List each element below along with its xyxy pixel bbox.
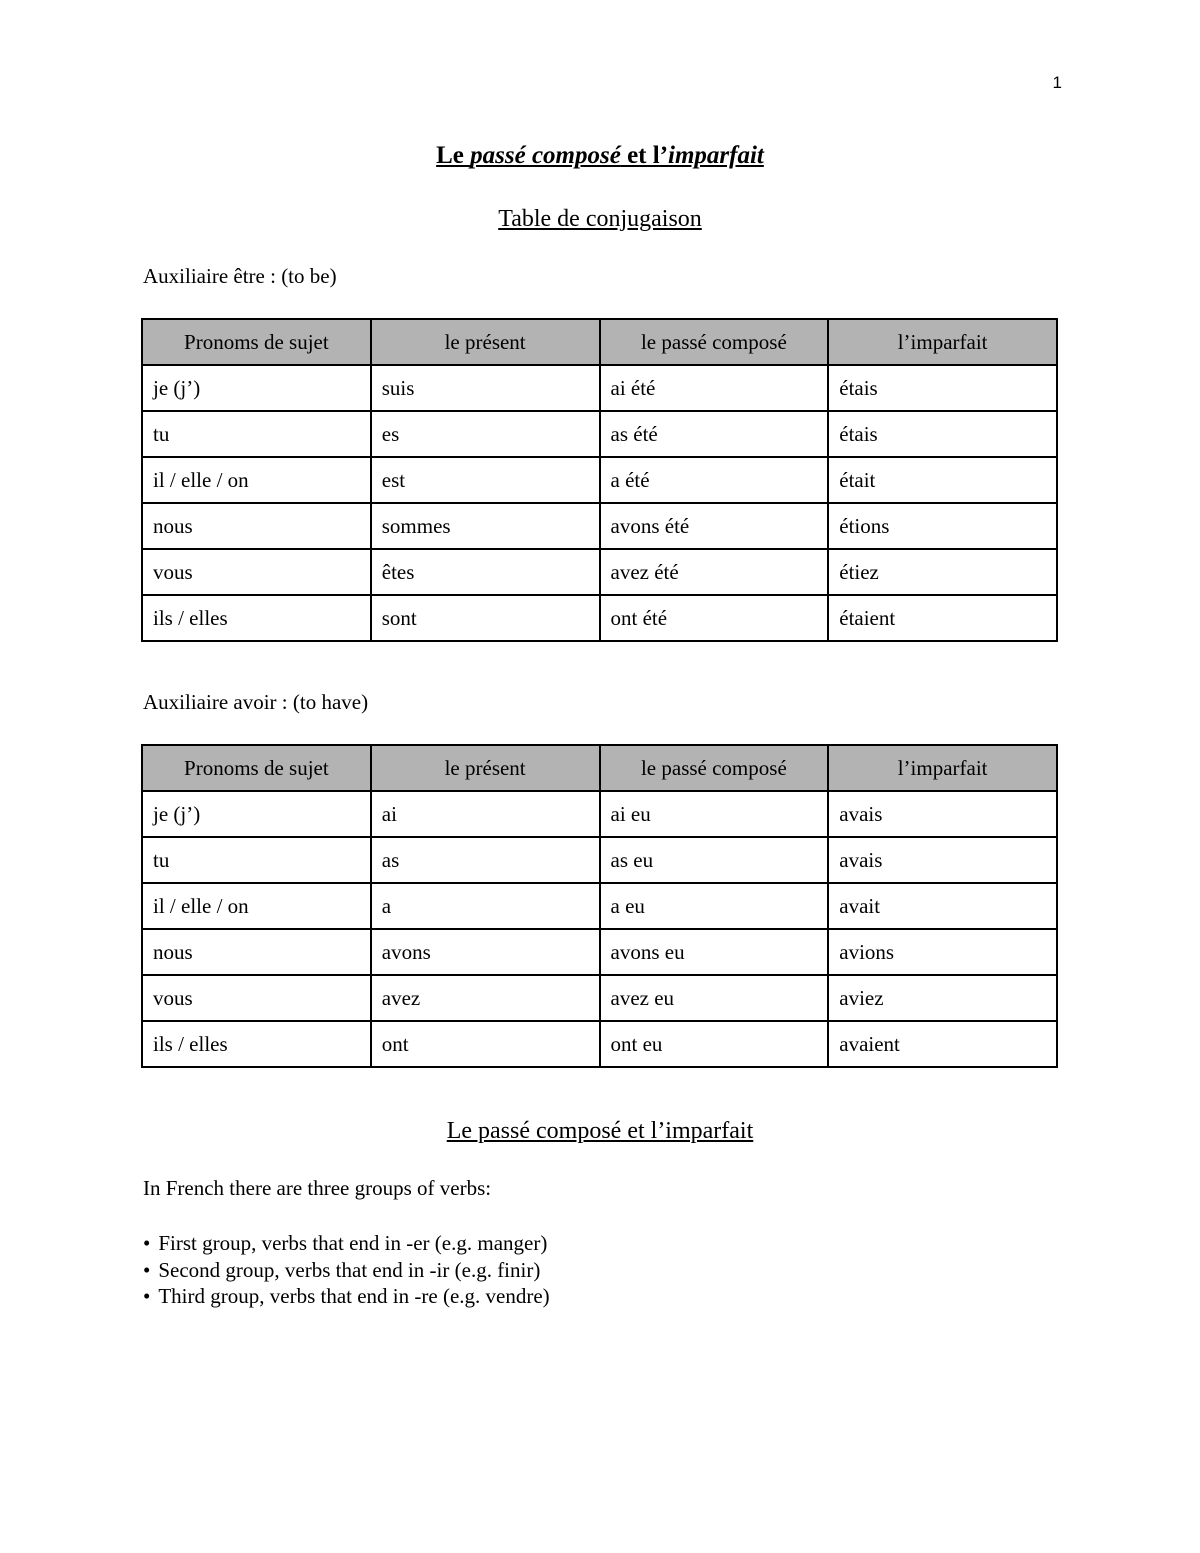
page-number: 1	[1052, 73, 1062, 92]
table-cell: étais	[828, 365, 1057, 411]
avoir-label: Auxiliaire avoir : (to have)	[143, 690, 369, 714]
table-cell: je (j’)	[142, 791, 371, 837]
table-cell: avais	[828, 837, 1057, 883]
table-cell: avons eu	[600, 929, 829, 975]
table-row	[142, 549, 1057, 595]
intro-text: In French there are three groups of verbs:	[143, 1176, 492, 1200]
table-cell: avons été	[600, 503, 829, 549]
table-cell: es	[371, 411, 600, 457]
table-cell: ai eu	[600, 791, 829, 837]
table-cell: suis	[371, 365, 600, 411]
list-item: • First group, verbs that end in -er (e.g. manger)	[143, 1230, 550, 1257]
table-cell: ai été	[600, 365, 829, 411]
table-cell: nous	[142, 929, 371, 975]
document-title	[0, 142, 1200, 170]
table-cell: étiez	[828, 549, 1057, 595]
header-cell: Pronoms de sujet	[142, 319, 371, 365]
table-cell: tu	[142, 837, 371, 883]
table-cell: avait	[828, 883, 1057, 929]
table-cell: avions	[828, 929, 1057, 975]
title-part-passe-compose: passé composé	[470, 142, 621, 169]
table-cell: aviez	[828, 975, 1057, 1021]
table-cell: tu	[142, 411, 371, 457]
header-cell: l’imparfait	[828, 745, 1057, 791]
table-header-row	[142, 319, 1057, 365]
table-cell: vous	[142, 549, 371, 595]
table-cell: sommes	[371, 503, 600, 549]
table-cell: il / elle / on	[142, 883, 371, 929]
etre-conjugation-table	[141, 318, 1058, 642]
table-cell: as eu	[600, 837, 829, 883]
table-cell: nous	[142, 503, 371, 549]
list-item: • Third group, verbs that end in -re (e.g. vendre)	[143, 1283, 550, 1310]
table-row	[142, 975, 1057, 1021]
table-cell: avaient	[828, 1021, 1057, 1067]
table-cell: as	[371, 837, 600, 883]
list-item: • Second group, verbs that end in -ir (e.g. finir)	[143, 1257, 550, 1284]
table-cell: a eu	[600, 883, 829, 929]
table-row	[142, 837, 1057, 883]
table-row	[142, 457, 1057, 503]
avoir-conjugation-table	[141, 744, 1058, 1068]
header-cell: le passé composé	[600, 319, 829, 365]
table-cell: avais	[828, 791, 1057, 837]
table-row	[142, 883, 1057, 929]
table-cell: avez été	[600, 549, 829, 595]
table-cell: ont eu	[600, 1021, 829, 1067]
document-subtitle: Table de conjugaison	[498, 206, 702, 232]
header-cell: Pronoms de sujet	[142, 745, 371, 791]
table-row	[142, 411, 1057, 457]
table-cell: étais	[828, 411, 1057, 457]
table-row	[142, 929, 1057, 975]
table-cell: je (j’)	[142, 365, 371, 411]
title-part-le: Le	[436, 142, 471, 169]
section-title: Le passé composé et l’imparfait	[446, 1118, 754, 1144]
table-cell: a été	[600, 457, 829, 503]
table-cell: avons	[371, 929, 600, 975]
table-cell: étions	[828, 503, 1057, 549]
header-cell: le présent	[371, 319, 600, 365]
table-cell: as été	[600, 411, 829, 457]
header-cell: le présent	[371, 745, 600, 791]
table-row	[142, 365, 1057, 411]
table-cell: ai	[371, 791, 600, 837]
table-row	[142, 1021, 1057, 1067]
table-cell: vous	[142, 975, 371, 1021]
table-cell: sont	[371, 595, 600, 641]
header-cell: l’imparfait	[828, 319, 1057, 365]
table-row	[142, 595, 1057, 641]
table-cell: est	[371, 457, 600, 503]
table-cell: étaient	[828, 595, 1057, 641]
table-row	[142, 503, 1057, 549]
table-cell: ils / elles	[142, 1021, 371, 1067]
table-cell: était	[828, 457, 1057, 503]
table-cell: ont été	[600, 595, 829, 641]
table-cell: a	[371, 883, 600, 929]
title-part-et: et l’	[620, 142, 669, 169]
title-part-imparfait: imparfait	[668, 142, 764, 169]
table-cell: ils / elles	[142, 595, 371, 641]
verb-group-list	[143, 1230, 550, 1310]
table-header-row	[142, 745, 1057, 791]
table-cell: êtes	[371, 549, 600, 595]
table-cell: avez eu	[600, 975, 829, 1021]
header-cell: le passé composé	[600, 745, 829, 791]
table-cell: ont	[371, 1021, 600, 1067]
table-row	[142, 791, 1057, 837]
table-cell: avez	[371, 975, 600, 1021]
table-cell: il / elle / on	[142, 457, 371, 503]
etre-label: Auxiliaire être : (to be)	[143, 264, 337, 288]
